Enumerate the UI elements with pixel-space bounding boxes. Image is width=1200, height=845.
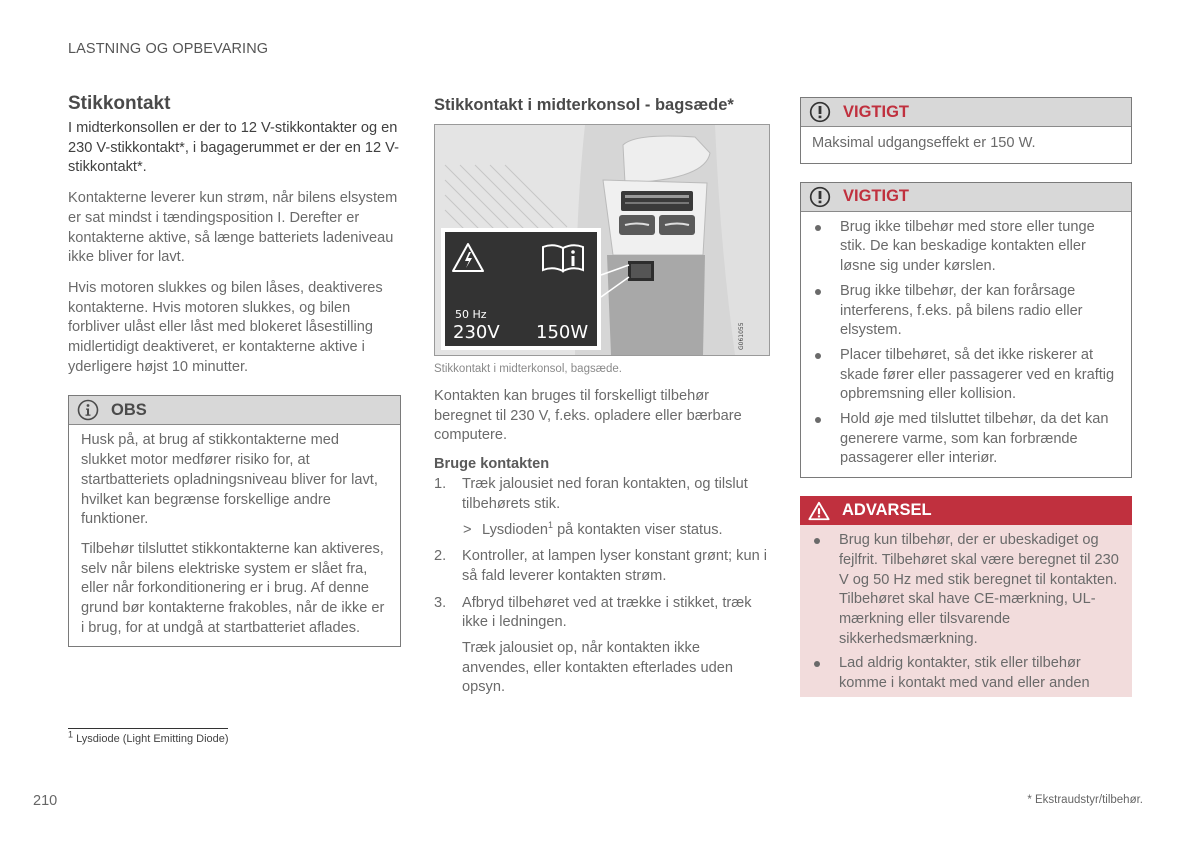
voltage-label: 230V (453, 322, 500, 343)
step-item: 1. Træk jalousiet ned foran kontakten, og tilslut tilbehørets stik. > Lysdioden$^1$ på kontakten viser status. (434, 475, 768, 540)
procedure-heading: Bruge kontakten (434, 456, 550, 473)
power-label: 150W (536, 322, 589, 343)
important-header (801, 98, 1131, 127)
step-item: 2. Kontroller, at lampen lyser konstant grønt; kun i så fald leverer kontakten strøm. (434, 548, 767, 584)
obs-note-body (69, 425, 400, 646)
important-title: VIGTIGT (843, 187, 909, 206)
result-arrow-icon: > (463, 521, 472, 538)
important-body (801, 212, 1131, 477)
step-note: Træk jalousiet op, når kontakten ikke anvendes, eller kontakten efterlades uden opsyn. (462, 640, 733, 696)
optional-equipment-note: * Ekstraudstyr/tilbehør. (1027, 794, 1143, 806)
step-item: 3. Afbryd tilbehøret ved at trække i stikket, træk ikke i ledningen. Træk jalousiet op, når kontakten ikke anvendes, eller kontakten efterlades uden opsyn. (434, 594, 768, 699)
exclamation-icon (809, 101, 831, 123)
warning-header (800, 496, 1132, 525)
figure-caption: Stikkontakt i midterkonsol, bagsæde. (434, 363, 622, 375)
frequency-label: 50 Hz (455, 308, 487, 321)
body-paragraph: Hvis motoren slukkes og bilen låses, deaktiveres kontakterne. Hvis motoren slukkes, og bilen forbliver ulåst eller låst med blokeret låsestilling midlertidigt deaktiveret, er kontakterne aktive i yderligere højst 10 minutter. (68, 279, 383, 375)
intro-paragraph: I midterkonsollen er der to 12 V-stikkontakter og en 230 V-stikkontakt*, i bagagerummet er der en 12 V-stikkontakt*. (68, 120, 399, 176)
obs-note-paragraph: Tilbehør tilsluttet stikkontakterne kan aktiveres, selv når bilens elektriske system er slået fra, eller når forkonditionering er i brug. Af denne grund bør kontakterne frakobles, når de ikke er i brug, for at undgå at startbatteriet aflades. (81, 540, 385, 636)
obs-note-box (68, 395, 401, 647)
important-box (800, 97, 1132, 164)
footnote: $^1$ Lysdiode (Light Emitting Diode) (68, 729, 229, 745)
important-header (801, 183, 1131, 212)
bullet-item: Brug ikke tilbehør med store eller tunge stik. De kan beskadige kontakten eller løsne sig under kørslen. (812, 218, 1120, 277)
body-paragraph: Kontakterne leverer kun strøm, når bilens elsystem er sat mindst i tændingsposition I. Derefter er kontakterne aktive, så længe batteriets ladeniveau ikke bliver for lavt. (68, 190, 398, 266)
bullet-item: Brug kun tilbehør, der er ubeskadiget og fejlfrit. Tilbehøret skal være beregnet til 230 V og 50 Hz med stik beregnet til kontakten. Tilbehøret skal have CE-mærkning, UL-mærkning eller tilsvarende sikkerhedsmærkning. (811, 531, 1121, 649)
important-text: Maksimal udgangseffekt er 150 W. (812, 135, 1036, 151)
bullet-item: Hold øje med tilsluttet tilbehør, da det kan generere varme, som kan forbrænde passagerer eller interiør. (812, 410, 1120, 469)
socket-figure (434, 124, 770, 356)
info-icon (77, 399, 99, 421)
image-code: G061055 (738, 322, 745, 350)
bullet-item: Brug ikke tilbehør, der kan forårsage interferens, f.eks. på bilens radio eller elsystem. (812, 282, 1120, 341)
warning-bullets (811, 531, 1121, 694)
column-2 (434, 93, 768, 705)
page-number: 210 (33, 793, 58, 809)
subsection-heading: Stikkontakt i midterkonsol - bagsæde* (434, 96, 734, 114)
bullet-item: Lad aldrig kontakter, stik eller tilbehør komme i kontakt med vand eller anden (811, 654, 1121, 693)
exclamation-icon (809, 186, 831, 208)
obs-note-title: OBS (111, 400, 147, 419)
procedure-steps (434, 475, 768, 698)
column-1 (68, 93, 401, 665)
bullet-item: Placer tilbehøret, så det ikke riskerer at skade fører eller passagerer ved en kraftig opbremsning eller kollision. (812, 346, 1120, 405)
section-heading: Stikkontakt (68, 93, 171, 114)
important-box (800, 182, 1132, 478)
body-paragraph: Kontakten kan bruges til forskelligt tilbehør beregnet til 230 V, f.eks. opladere eller bærbare computere. (434, 388, 742, 444)
warning-body (800, 525, 1132, 697)
footnote-divider (68, 728, 228, 729)
console-illustration (435, 125, 769, 355)
column-3 (800, 97, 1132, 697)
important-bullets (812, 218, 1120, 469)
warning-triangle-icon (808, 500, 830, 522)
important-body (801, 127, 1131, 163)
obs-note-header (69, 396, 400, 425)
obs-note-paragraph: Husk på, at brug af stikkontakterne med slukket motor medfører risiko for, at startbatteriets opladningsniveau bliver for lavt, hvilket kan begrænse forskellige andre funktioner. (81, 432, 378, 528)
warning-title: ADVARSEL (842, 501, 932, 520)
important-title: VIGTIGT (843, 102, 909, 121)
running-header: LASTNING OG OPBEVARING (68, 41, 269, 57)
footnote-ref[interactable]: 1 (548, 519, 554, 530)
step-result: > Lysdioden$^1$ på kontakten viser status. (462, 521, 768, 541)
warning-box (800, 496, 1132, 697)
